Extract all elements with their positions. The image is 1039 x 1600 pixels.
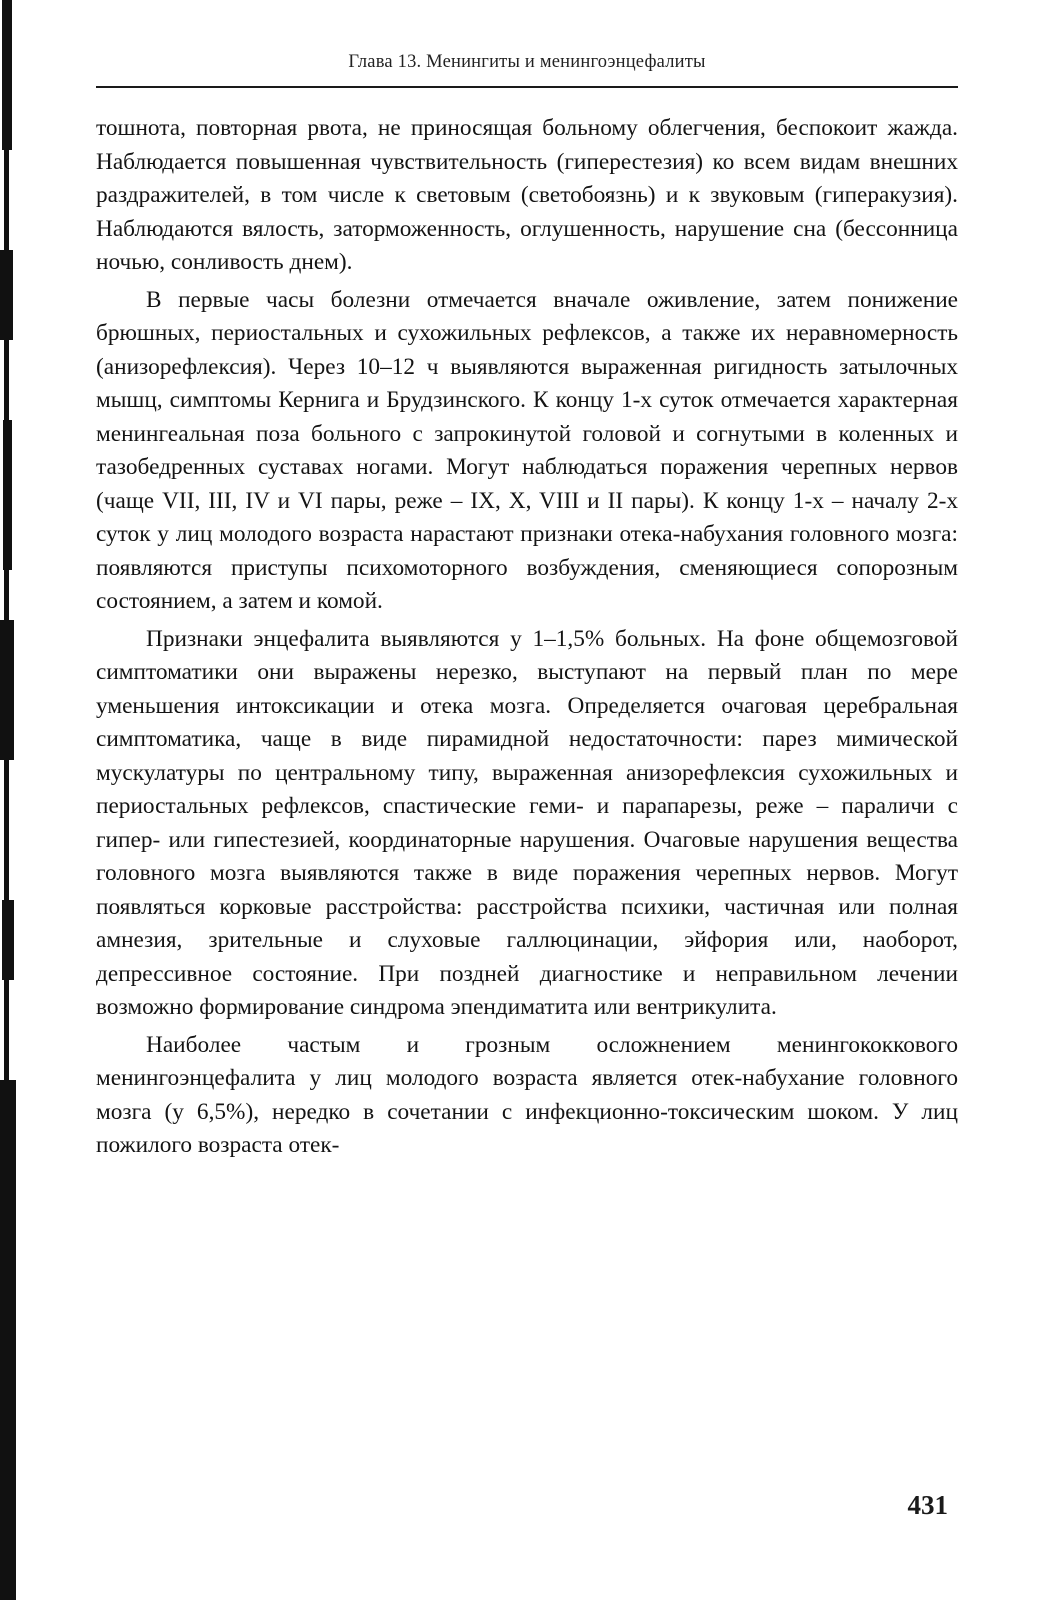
paragraph-complications: Наиболее частым и грозным осложнением менингококкового менингоэнцефалита у лиц молодого возраста является отек-набухание головного мозга (у 6,5%), нередко в сочетании с инфекционно-токсическим шоком. У лиц пожилого возраста отек- xyxy=(96,1031,958,1158)
page-number: 431 xyxy=(907,1490,948,1520)
scan-edge-shadow xyxy=(0,0,22,1600)
running-head-title: Глава 13. Менингиты и менингоэнцефалиты xyxy=(348,52,706,72)
paragraph-encephalitis-signs: Признаки энцефалита выявляются у 1–1,5% больных. На фоне общемозговой симптоматики они выражены нерезко, выступают на первый план по мере уменьшения интоксикации и отека мозга. Определяется очаговая церебральная симптоматика, чаще в виде пирамидной недостаточности: парез мимической мускулатуры по центральному типу, выраженная анизорефлексия сухожильных и периостальных рефлексов, спастические геми- и парапарезы, реже – параличи с гипер- или гипестезией, координаторные нарушения. Очаговые нарушения вещества головного мозга выявляются также в виде поражения черепных нервов. Могут появляться корковые расстройства: расстройства психики, частичная или полная амнезия, зрительные и слуховые галлюцинации, эйфория или, наоборот, депрессивное состояние. При поздней диагностике и неправильном лечении возможно формирование синдрома эпендиматита или вентрикулита. xyxy=(96,625,958,1020)
paragraph-first-hours: В первые часы болезни отмечается вначале оживление, затем понижение брюшных, периостальных и сухожильных рефлексов, а также их неравномерность (анизорефлексия). Через 10–12 ч выявляются выраженная ригидность затылочных мышц, симптомы Кернига и Брудзинского. К концу 1-х суток отмечается характерная менингеальная поза больного с запрокинутой головой и согнутыми в коленных и тазобедренных суставах ногами. Могут наблюдаться поражения черепных нервов (чаще VII, III, IV и VI пары, реже – IX, X, VIII и II пары). К концу 1-х – началу 2-х суток у лиц молодого возраста нарастают признаки отека-набухания головного мозга: появляются приступы психомоторного возбуждения, сменяющиеся сопорозным состоянием, а затем и комой. xyxy=(96,286,958,614)
body-text xyxy=(96,112,958,1163)
paragraph-continuation: тошнота, повторная рвота, не приносящая больному облегчения, беспокоит жажда. Наблюдается повышенная чувствительность (гиперестезия) ко всем видам внешних раздражителей, в том числе к световым (светобоязнь) и к звуковым (гиперакузия). Наблюдаются вялость, заторможенность, оглушенность, нарушение сна (бессонница ночью, сонливость днем). xyxy=(96,115,958,275)
header-rule xyxy=(96,86,958,88)
